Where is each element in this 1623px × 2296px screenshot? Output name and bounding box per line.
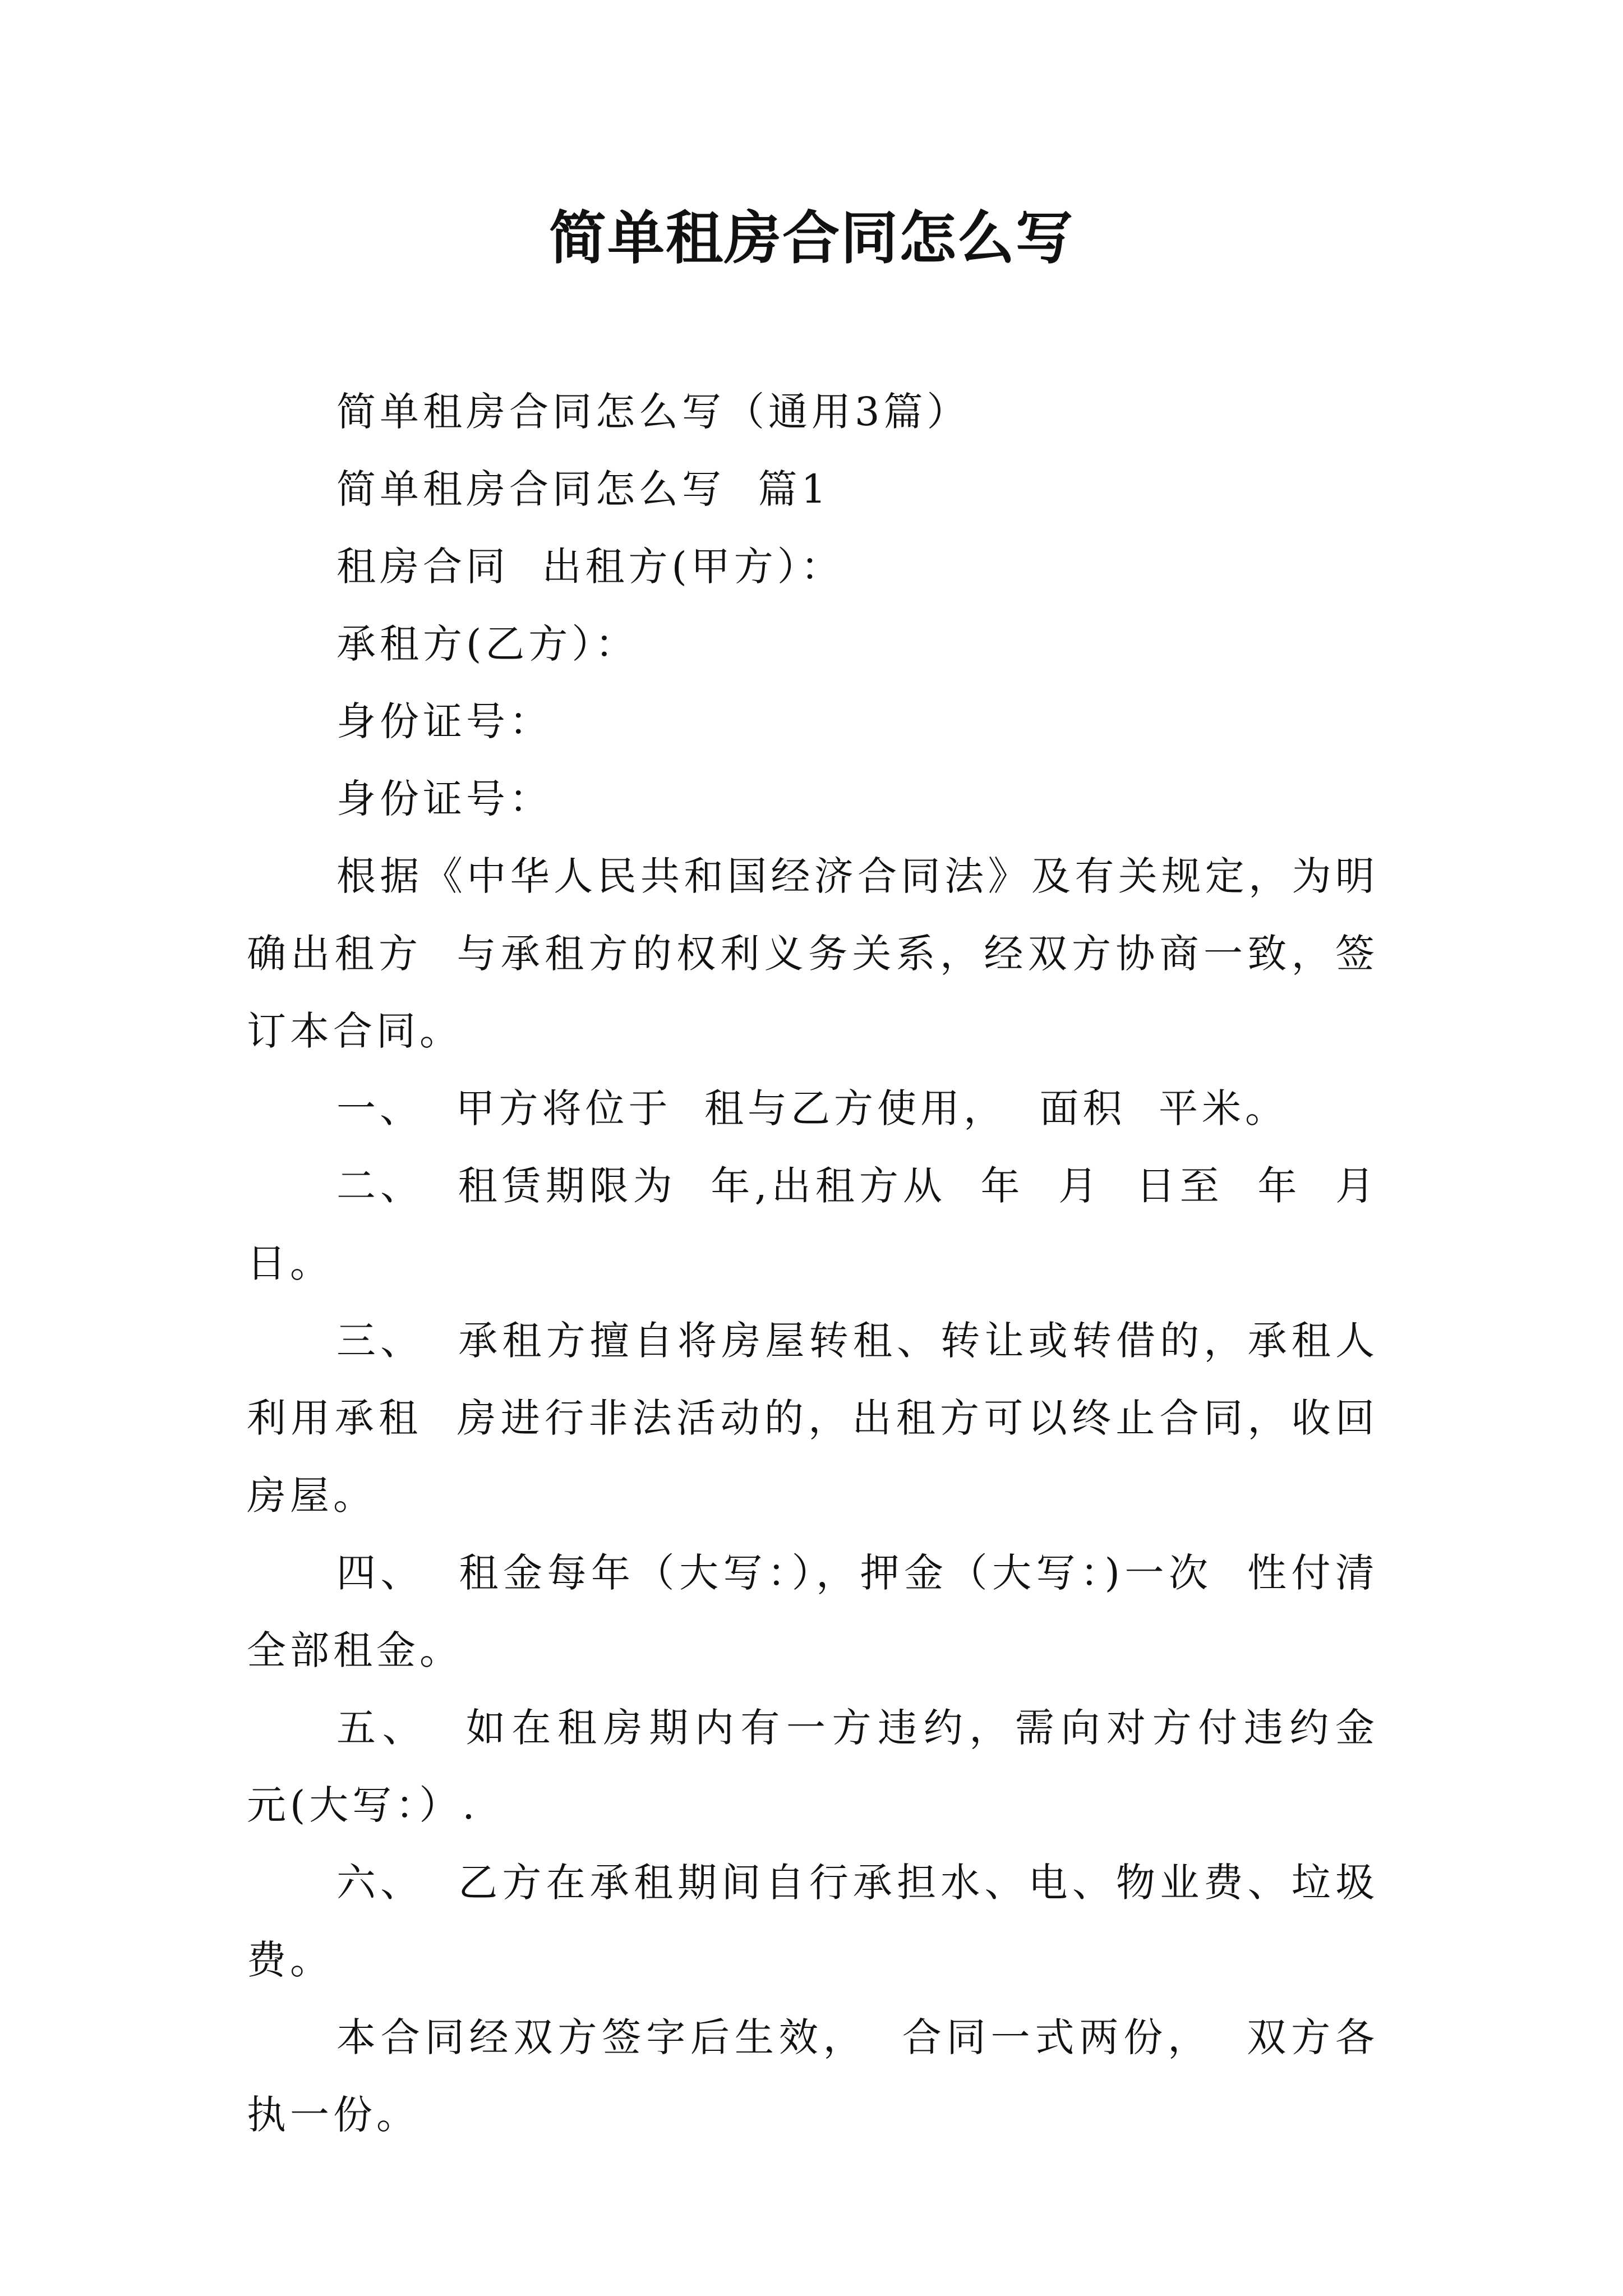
paragraph-clause-3: 三、 承租方擅自将房屋转租、转让或转借的，承租人利用承租 房进行非法活动的，出租方可以终止合同，收回房屋。	[247, 1318, 1378, 1519]
paragraph-lessee: 承租方(乙方）：	[336, 621, 639, 667]
paragraph-clause-4: 四、 租金每年（大写：），押金（大写：)一次 性付清全部租金。	[247, 1550, 1378, 1673]
paragraph-id-number-1: 身份证号：	[336, 698, 552, 744]
paragraph-section-heading: 简单租房合同怎么写 篇1	[336, 466, 831, 512]
paragraph-closing: 本合同经双方签字后生效， 合同一式两份， 双方各执一份。	[247, 2014, 1378, 2138]
paragraph-preamble: 根据《中华人民共和国经济合同法》及有关规定，为明确出租方 与承租方的权利义务关系，经双方协商一致，签订本合同。	[247, 853, 1378, 1054]
paragraph-id-number-2: 身份证号：	[336, 776, 552, 822]
paragraph-clause-5: 五、 如在租房期内有一方违约，需向对方付违约金 元(大写：）.	[247, 1705, 1412, 1828]
paragraph-lessor: 租房合同 出租方(甲方）：	[336, 544, 844, 590]
document-title: 简单租房合同怎么写	[549, 205, 1074, 272]
document-body	[247, 373, 1412, 2154]
paragraph-clause-2: 二、 租赁期限为 年,出租方从 年 月 日至 年 月 日。	[247, 1163, 1412, 1286]
paragraph-clause-1: 一、 甲方将位于 租与乙方使用， 面积 平米。	[336, 1085, 1289, 1131]
paragraph-subtitle: 简单租房合同怎么写（通用3篇）	[336, 389, 970, 435]
paragraph-clause-6: 六、 乙方在承租期间自行承担水、电、物业费、垃圾费。	[247, 1860, 1378, 1983]
